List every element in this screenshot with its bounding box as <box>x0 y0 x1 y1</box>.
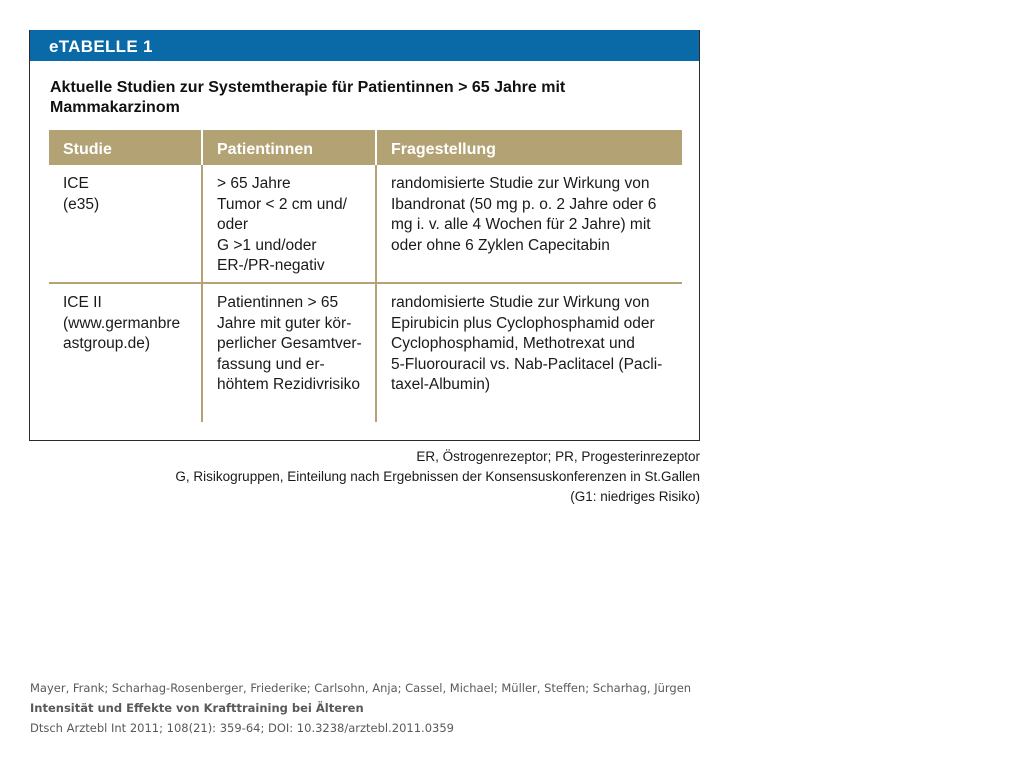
source-title: Intensität und Effekte von Krafttraining bei Älteren <box>30 701 364 715</box>
cell-line: > 65 Jahre <box>217 175 291 192</box>
table-header-row <box>49 130 682 165</box>
footnote: (G1: niedriges Risiko) <box>570 489 700 504</box>
cell-line: mg i. v. alle 4 Wochen für 2 Jahre) mit <box>391 216 651 233</box>
table-figure <box>29 30 700 441</box>
data-table <box>49 130 682 422</box>
caption-line: Aktuelle Studien zur Systemtherapie für Patientinnen > 65 Jahre mit <box>50 79 566 96</box>
table-row <box>49 165 682 284</box>
cell-patientinnen <box>201 165 375 282</box>
cell-line: Tumor < 2 cm und/ <box>217 195 347 213</box>
cell-line: ICE <box>63 175 89 192</box>
cell-line: G >1 und/oder <box>217 236 317 254</box>
cell-fragestellung <box>375 284 682 422</box>
cell-line: Jahre mit guter kör- <box>217 314 352 332</box>
column-header-patientinnen: Patientinnen <box>201 130 375 165</box>
source-reference: Dtsch Arztebl Int 2011; 108(21): 359-64; DOI: 10.3238/arztebl.2011.0359 <box>30 721 454 735</box>
cell-line: höhtem Rezidivrisiko <box>217 376 360 393</box>
column-header-fragestellung: Fragestellung <box>375 130 682 165</box>
cell-patientinnen <box>201 284 375 422</box>
table-label: eTABELLE 1 <box>30 30 699 61</box>
table-footnotes <box>175 447 700 507</box>
cell-line: ER-/PR-negativ <box>217 257 325 274</box>
cell-line: fassung und er- <box>217 355 325 373</box>
cell-line: (e35) <box>63 195 100 213</box>
cell-line: randomisierte Studie zur Wirkung von <box>391 294 650 311</box>
cell-line: Epirubicin plus Cyclophosphamid oder <box>391 314 655 332</box>
source-authors: Mayer, Frank; Scharhag-Rosenberger, Friederike; Carlsohn, Anja; Cassel, Michael; Müller, Steffen; Scharhag, Jürgen <box>30 681 692 695</box>
caption-line: Mammakarzinom <box>50 99 180 116</box>
cell-studie <box>49 284 201 422</box>
cell-line: ICE II <box>63 294 102 311</box>
cell-line: 5-Fluorouracil vs. Nab-Paclitacel (Pacli- <box>391 355 663 373</box>
cell-line: (www.germanbre <box>63 314 181 332</box>
table-row <box>49 284 682 422</box>
column-header-studie: Studie <box>63 141 112 158</box>
footnote: G, Risikogruppen, Einteilung nach Ergebnissen der Konsensuskonferenzen in St.Gallen <box>175 469 700 484</box>
cell-line: taxel-Albumin) <box>391 376 491 393</box>
cell-line: astgroup.de) <box>63 335 151 352</box>
cell-fragestellung <box>375 165 682 282</box>
source-citation <box>30 678 691 738</box>
cell-line: Ibandronat (50 mg p. o. 2 Jahre oder 6 <box>391 195 657 213</box>
cell-line: perlicher Gesamtver- <box>217 335 362 352</box>
table-caption <box>50 78 670 118</box>
footnote: ER, Östrogenrezeptor; PR, Progesterinrezeptor <box>416 449 700 464</box>
cell-line: Cyclophosphamid, Methotrexat und <box>391 335 635 352</box>
cell-line: randomisierte Studie zur Wirkung von <box>391 175 650 192</box>
cell-line: Patientinnen > 65 <box>217 294 339 311</box>
cell-line: oder <box>217 216 249 233</box>
cell-line: oder ohne 6 Zyklen Capecitabin <box>391 236 610 254</box>
cell-studie <box>49 165 201 282</box>
